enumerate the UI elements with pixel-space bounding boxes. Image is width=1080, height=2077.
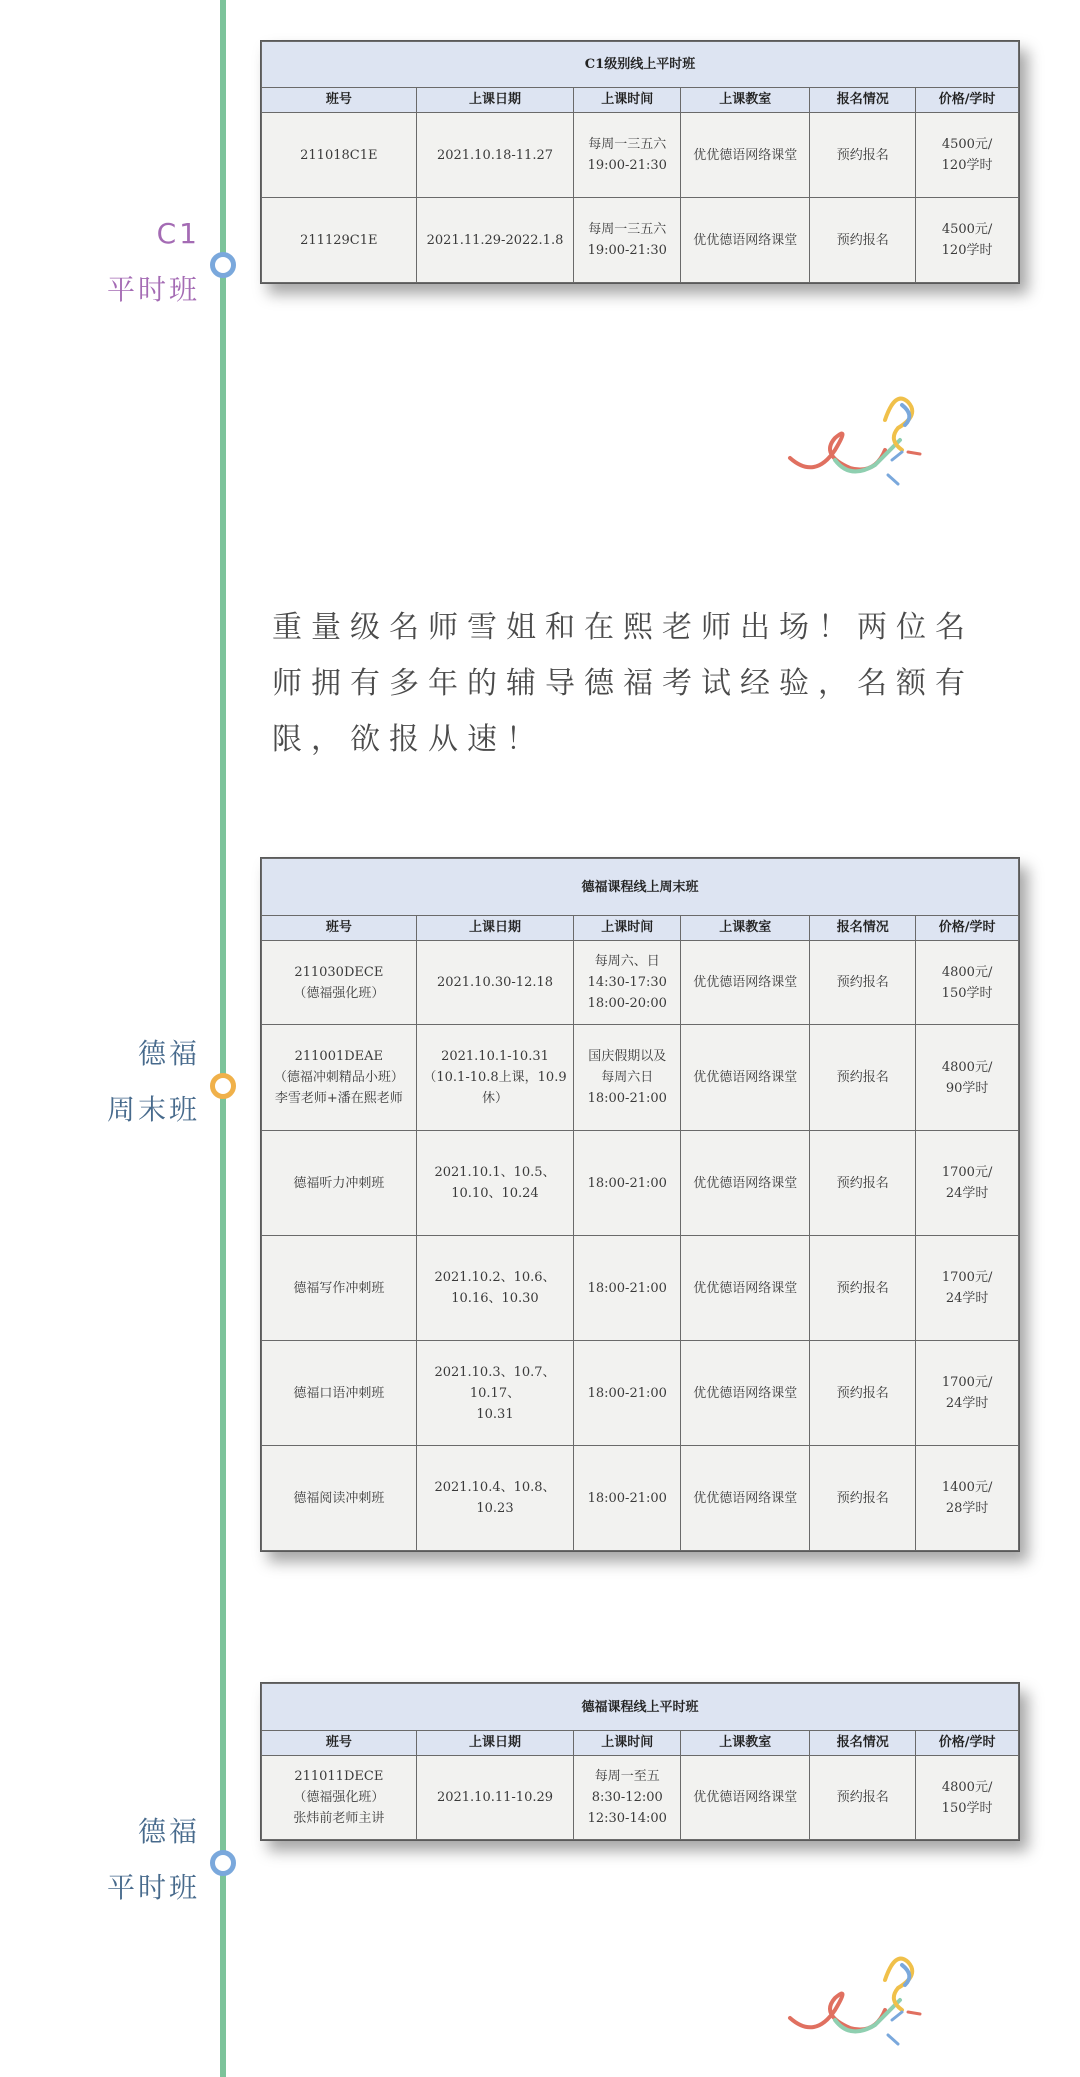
status-cell: 预约报名 [810, 113, 916, 198]
status-cell: 预约报名 [810, 1446, 916, 1551]
price-cell: 1700元/ 24学时 [916, 1341, 1019, 1446]
time-cell: 每周一三五六 19:00-21:30 [574, 113, 681, 198]
weekday-schedule-table [260, 1682, 1020, 1841]
col-header-price: 价格/学时 [916, 88, 1019, 113]
weekend-schedule-table [260, 857, 1020, 1552]
c1-schedule-table [260, 40, 1020, 284]
time-cell: 每周一三五六 19:00-21:30 [574, 198, 681, 283]
classroom-cell: 优优德语网络课堂 [681, 1236, 810, 1341]
classroom-cell: 优优德语网络课堂 [681, 198, 810, 283]
class-id-cell: 211030DECE （德福强化班） [262, 941, 417, 1025]
price-cell: 4800元/ 150学时 [916, 1756, 1019, 1840]
date-cell: 2021.11.29-2022.1.8 [416, 198, 574, 283]
time-cell: 18:00-21:00 [574, 1341, 681, 1446]
date-cell: 2021.10.11-10.29 [416, 1756, 574, 1840]
class-id-cell: 211011DECE （德福强化班） 张炜前老师主讲 [262, 1756, 417, 1840]
table-row [262, 198, 1019, 283]
col-header-date: 上课日期 [416, 1731, 574, 1756]
confetti-decoration-icon [780, 1940, 940, 2050]
table-row [262, 1236, 1019, 1341]
col-header-class-id: 班号 [262, 88, 417, 113]
col-header-class-id: 班号 [262, 916, 417, 941]
classroom-cell: 优优德语网络课堂 [681, 1025, 810, 1131]
table-title: 德福课程线上周末班 [262, 859, 1019, 916]
col-header-time: 上课时间 [574, 88, 681, 113]
col-header-price: 价格/学时 [916, 916, 1019, 941]
col-header-status: 报名情况 [810, 1731, 916, 1756]
col-header-classroom: 上课教室 [681, 88, 810, 113]
status-cell: 预约报名 [810, 1025, 916, 1131]
classroom-cell: 优优德语网络课堂 [681, 1756, 810, 1840]
timeline-node-weekday [210, 1850, 236, 1876]
class-id-cell: 211001DEAE （德福冲刺精品小班） 李雪老师+潘在熙老师 [262, 1025, 417, 1131]
table-title: C1级别线上平时班 [262, 42, 1019, 88]
price-cell: 4500元/ 120学时 [916, 198, 1019, 283]
timeline-label-weekday: 德福 平时班 [106, 1815, 200, 1904]
price-cell: 4800元/ 150学时 [916, 941, 1019, 1025]
table-row [262, 113, 1019, 198]
col-header-status: 报名情况 [810, 88, 916, 113]
class-id-cell: 211129C1E [262, 198, 417, 283]
col-header-classroom: 上课教室 [681, 1731, 810, 1756]
table-row [262, 941, 1019, 1025]
time-cell: 每周六、日 14:30-17:30 18:00-20:00 [574, 941, 681, 1025]
date-cell: 2021.10.30-12.18 [416, 941, 574, 1025]
price-cell: 1400元/ 28学时 [916, 1446, 1019, 1551]
class-id-cell: 德福写作冲刺班 [262, 1236, 417, 1341]
date-cell: 2021.10.2、10.6、 10.16、10.30 [416, 1236, 574, 1341]
time-cell: 18:00-21:00 [574, 1446, 681, 1551]
col-header-date: 上课日期 [416, 88, 574, 113]
date-cell: 2021.10.3、10.7、10.17、 10.31 [416, 1341, 574, 1446]
time-cell: 18:00-21:00 [574, 1131, 681, 1236]
class-id-cell: 德福口语冲刺班 [262, 1341, 417, 1446]
time-cell: 国庆假期以及 每周六日 18:00-21:00 [574, 1025, 681, 1131]
status-cell: 预约报名 [810, 1756, 916, 1840]
timeline-label-c1: C1 平时班 [106, 217, 200, 306]
classroom-cell: 优优德语网络课堂 [681, 941, 810, 1025]
confetti-decoration-icon [780, 380, 940, 490]
price-cell: 1700元/ 24学时 [916, 1236, 1019, 1341]
col-header-class-id: 班号 [262, 1731, 417, 1756]
time-cell: 每周一至五 8:30-12:00 12:30-14:00 [574, 1756, 681, 1840]
status-cell: 预约报名 [810, 198, 916, 283]
classroom-cell: 优优德语网络课堂 [681, 1341, 810, 1446]
table-row [262, 1025, 1019, 1131]
date-cell: 2021.10.4、10.8、10.23 [416, 1446, 574, 1551]
timeline-line [220, 0, 226, 2077]
class-id-cell: 211018C1E [262, 113, 417, 198]
status-cell: 预约报名 [810, 1131, 916, 1236]
col-header-time: 上课时间 [574, 916, 681, 941]
date-cell: 2021.10.1、10.5、 10.10、10.24 [416, 1131, 574, 1236]
timeline-node-c1 [210, 252, 236, 278]
timeline-node-weekend [210, 1073, 236, 1099]
class-id-cell: 德福听力冲刺班 [262, 1131, 417, 1236]
time-cell: 18:00-21:00 [574, 1236, 681, 1341]
classroom-cell: 优优德语网络课堂 [681, 113, 810, 198]
class-id-cell: 德福阅读冲刺班 [262, 1446, 417, 1551]
col-header-date: 上课日期 [416, 916, 574, 941]
col-header-time: 上课时间 [574, 1731, 681, 1756]
status-cell: 预约报名 [810, 941, 916, 1025]
classroom-cell: 优优德语网络课堂 [681, 1446, 810, 1551]
table-row [262, 1756, 1019, 1840]
status-cell: 预约报名 [810, 1341, 916, 1446]
col-header-classroom: 上课教室 [681, 916, 810, 941]
table-row [262, 1446, 1019, 1551]
intro-paragraph: 重量级名师雪姐和在熙老师出场！两位名师拥有多年的辅导德福考试经验，名额有限，欲报从速！ [272, 610, 974, 757]
col-header-status: 报名情况 [810, 916, 916, 941]
classroom-cell: 优优德语网络课堂 [681, 1131, 810, 1236]
timeline-label-weekend: 德福 周末班 [106, 1037, 200, 1126]
date-cell: 2021.10.1-10.31 （10.1-10.8上课，10.9休） [416, 1025, 574, 1131]
price-cell: 4500元/ 120学时 [916, 113, 1019, 198]
table-title: 德福课程线上平时班 [262, 1684, 1019, 1731]
price-cell: 1700元/ 24学时 [916, 1131, 1019, 1236]
table-row [262, 1341, 1019, 1446]
status-cell: 预约报名 [810, 1236, 916, 1341]
date-cell: 2021.10.18-11.27 [416, 113, 574, 198]
col-header-price: 价格/学时 [916, 1731, 1019, 1756]
price-cell: 4800元/ 90学时 [916, 1025, 1019, 1131]
table-row [262, 1131, 1019, 1236]
